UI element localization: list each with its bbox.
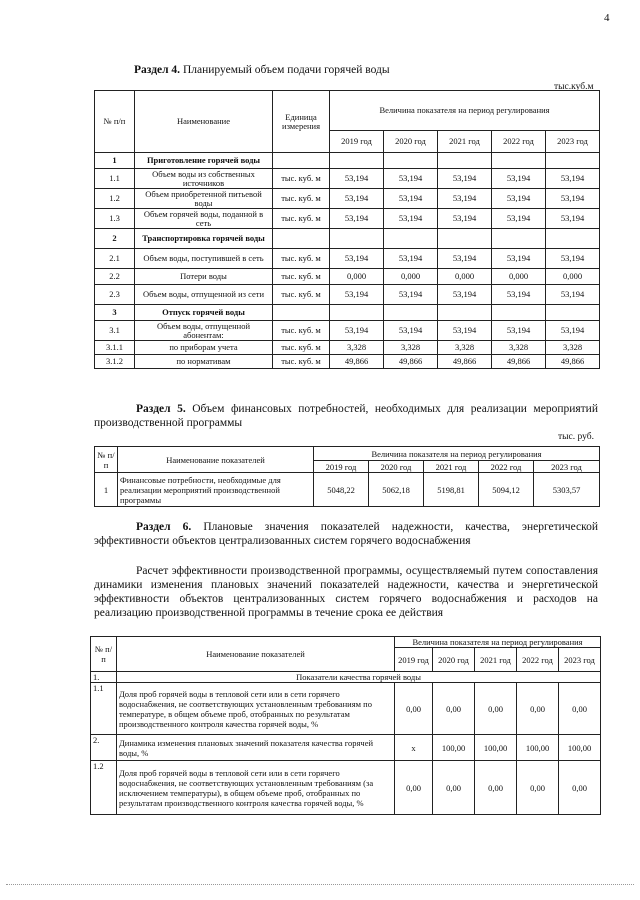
row-value: 0,000 xyxy=(438,269,492,285)
row-value: 53,194 xyxy=(492,321,546,341)
row-value: 53,194 xyxy=(438,249,492,269)
row-num: 3.1 xyxy=(95,321,135,341)
year-header: 2023 год xyxy=(559,648,601,672)
row-value xyxy=(492,229,546,249)
s5-header-name: Наименование показателей xyxy=(118,447,314,473)
row-name: Потери воды xyxy=(135,269,273,285)
row-value: 53,194 xyxy=(492,249,546,269)
row-value: 0,000 xyxy=(546,269,600,285)
row-value: 53,194 xyxy=(384,285,438,305)
row-value: 0,00 xyxy=(433,761,475,815)
row-value: 53,194 xyxy=(546,249,600,269)
year-header: 2022 год xyxy=(517,648,559,672)
row-num: 1.2 xyxy=(91,761,117,815)
row-name: Объем воды из собственных источников xyxy=(135,169,273,189)
row-value: 0,00 xyxy=(433,683,475,735)
row-name: Объем воды, отпущенной из сети xyxy=(135,285,273,305)
row-name: Объем воды, поступившей в сеть xyxy=(135,249,273,269)
row-value: 0,00 xyxy=(559,683,601,735)
row-num: 2.1 xyxy=(95,249,135,269)
row-num: 1 xyxy=(95,473,118,507)
row-value xyxy=(438,153,492,169)
section5-table xyxy=(94,446,600,507)
year-header: 2021 год xyxy=(475,648,517,672)
row-num: 1.2 xyxy=(95,189,135,209)
row-num: 1.3 xyxy=(95,209,135,229)
section5-unit: тыс. руб. xyxy=(558,432,594,442)
s6-group-num: 1. xyxy=(91,672,117,683)
row-unit: тыс. куб. м xyxy=(273,341,330,355)
row-value: 53,194 xyxy=(438,285,492,305)
row-num: 2.2 xyxy=(95,269,135,285)
row-value: x xyxy=(395,735,433,761)
row-value: 0,00 xyxy=(395,683,433,735)
row-name: Приготовление горячей воды xyxy=(135,153,273,169)
row-value: 0,00 xyxy=(559,761,601,815)
row-value: 53,194 xyxy=(438,189,492,209)
row-value: 100,00 xyxy=(517,735,559,761)
section6-title-bold: Раздел 6. xyxy=(136,521,192,533)
row-value: 0,00 xyxy=(517,761,559,815)
table-row xyxy=(95,249,600,269)
table-row xyxy=(95,209,600,229)
row-value xyxy=(384,153,438,169)
s6-group-label: Показатели качества горячей воды xyxy=(117,672,601,683)
row-value: 3,328 xyxy=(330,341,384,355)
row-value: 100,00 xyxy=(433,735,475,761)
table-row xyxy=(91,761,601,815)
row-value: 0,000 xyxy=(492,269,546,285)
section4-table xyxy=(94,90,600,369)
row-name: по приборам учета xyxy=(135,341,273,355)
row-value: 53,194 xyxy=(384,249,438,269)
row-value xyxy=(492,305,546,321)
year-header: 2019 год xyxy=(395,648,433,672)
row-unit: тыс. куб. м xyxy=(273,321,330,341)
row-name: Объем горячей воды, поданной в сеть xyxy=(135,209,273,229)
section6-table xyxy=(90,636,601,815)
row-name: Транспортировка горячей воды xyxy=(135,229,273,249)
row-value xyxy=(546,153,600,169)
table-row xyxy=(91,735,601,761)
row-unit: тыс. куб. м xyxy=(273,169,330,189)
row-unit: тыс. куб. м xyxy=(273,355,330,369)
row-num: 3 xyxy=(95,305,135,321)
row-value: 53,194 xyxy=(330,189,384,209)
row-value: 5062,18 xyxy=(369,473,424,507)
row-value: 3,328 xyxy=(546,341,600,355)
row-value: 49,866 xyxy=(438,355,492,369)
section4-title-bold: Раздел 4. xyxy=(134,64,181,76)
header-num: № п/п xyxy=(95,91,135,153)
row-value: 53,194 xyxy=(330,249,384,269)
row-unit xyxy=(273,153,330,169)
table-row xyxy=(91,683,601,735)
row-unit: тыс. куб. м xyxy=(273,269,330,285)
section6-title-rest: Плановые значения показателей надежности, качества, энергетической эффективности объектов централизованных систем горячего водоснабжения xyxy=(94,521,598,547)
year-header: 2020 год xyxy=(384,131,438,153)
row-value: 49,866 xyxy=(330,355,384,369)
row-value: 53,194 xyxy=(384,209,438,229)
header-period: Величина показателя на период регулирования xyxy=(330,91,600,131)
row-value: 53,194 xyxy=(384,321,438,341)
row-value xyxy=(438,229,492,249)
row-value: 0,000 xyxy=(384,269,438,285)
section6-paragraph: Расчет эффективности производственной программы, осуществляемый путем сопоставления динамики изменения плановых значений показателей надежности, качества и энергетической эффективности объектов централизованных систем горячего водоснабжения и расходов на реализацию производственной программы в течение срока ее действия xyxy=(94,565,598,619)
row-value: 53,194 xyxy=(438,169,492,189)
s5-header-period: Величина показателя на период регулирования xyxy=(314,447,600,461)
row-value: 100,00 xyxy=(475,735,517,761)
row-unit: тыс. куб. м xyxy=(273,209,330,229)
row-num: 3.1.2 xyxy=(95,355,135,369)
row-unit: тыс. куб. м xyxy=(273,285,330,305)
row-value: 5303,57 xyxy=(534,473,600,507)
row-value: 53,194 xyxy=(546,321,600,341)
row-name: Объем воды, отпущенной абонентам: xyxy=(135,321,273,341)
table-row xyxy=(95,285,600,305)
year-header: 2019 год xyxy=(330,131,384,153)
row-num: 1 xyxy=(95,153,135,169)
table-row xyxy=(95,169,600,189)
year-header: 2022 год xyxy=(479,461,534,473)
page-number: 4 xyxy=(604,12,610,24)
row-num: 1.1 xyxy=(95,169,135,189)
header-unit: Единица измерения xyxy=(273,91,330,153)
row-value: 5094,12 xyxy=(479,473,534,507)
row-value xyxy=(330,153,384,169)
row-num: 2 xyxy=(95,229,135,249)
bottom-rule xyxy=(6,884,634,885)
table-row xyxy=(95,269,600,285)
header-name: Наименование xyxy=(135,91,273,153)
section5-title xyxy=(94,402,598,430)
row-value: 0,00 xyxy=(517,683,559,735)
row-value: 0,00 xyxy=(475,761,517,815)
row-value: 100,00 xyxy=(559,735,601,761)
row-name: Доля проб горячей воды в тепловой сети или в сети горячего водоснабжения, не соответствующих установленным требованиям по температуре, в общем объеме проб, отобранных по результатам производственного контроля качества горячей воды, % xyxy=(117,683,395,735)
row-value xyxy=(546,305,600,321)
row-value: 53,194 xyxy=(492,209,546,229)
row-value: 3,328 xyxy=(438,341,492,355)
row-value: 5198,81 xyxy=(424,473,479,507)
row-name: Отпуск горячей воды xyxy=(135,305,273,321)
row-value: 53,194 xyxy=(330,321,384,341)
year-header: 2023 год xyxy=(534,461,600,473)
s6-header-name: Наименование показателей xyxy=(117,637,395,672)
row-value: 53,194 xyxy=(330,209,384,229)
row-value: 53,194 xyxy=(438,209,492,229)
year-header: 2021 год xyxy=(424,461,479,473)
row-num: 2.3 xyxy=(95,285,135,305)
year-header: 2021 год xyxy=(438,131,492,153)
row-name: по нормативам xyxy=(135,355,273,369)
s6-header-num: № п/п xyxy=(91,637,117,672)
row-name: Доля проб горячей воды в тепловой сети или в сети горячего водоснабжения, не соответствующих установленным требованиям (за исключением температуры), в общем объеме проб, отобранных по результатам производственного контроля качества горячей воды, % xyxy=(117,761,395,815)
row-value: 5048,22 xyxy=(314,473,369,507)
row-value: 49,866 xyxy=(384,355,438,369)
row-unit: тыс. куб. м xyxy=(273,249,330,269)
row-value xyxy=(384,305,438,321)
table-row xyxy=(95,321,600,341)
row-value xyxy=(438,305,492,321)
row-value: 49,866 xyxy=(492,355,546,369)
table-row xyxy=(95,229,600,249)
row-value xyxy=(384,229,438,249)
table-row xyxy=(95,355,600,369)
year-header: 2019 год xyxy=(314,461,369,473)
row-value xyxy=(330,229,384,249)
row-name: Финансовые потребности, необходимые для реализации мероприятий производственной программы xyxy=(118,473,314,507)
row-num: 1.1 xyxy=(91,683,117,735)
row-unit xyxy=(273,305,330,321)
row-value: 49,866 xyxy=(546,355,600,369)
section4-title-rest: Планируемый объем подачи горячей воды xyxy=(180,64,390,76)
row-value: 53,194 xyxy=(330,169,384,189)
row-value: 53,194 xyxy=(492,285,546,305)
row-num: 2. xyxy=(91,735,117,761)
row-value: 0,000 xyxy=(330,269,384,285)
year-header: 2020 год xyxy=(369,461,424,473)
section6-title xyxy=(94,520,598,548)
row-num: 3.1.1 xyxy=(95,341,135,355)
section4-title xyxy=(134,64,390,76)
row-value: 53,194 xyxy=(546,169,600,189)
row-value: 53,194 xyxy=(546,209,600,229)
table-row xyxy=(95,189,600,209)
row-value: 53,194 xyxy=(492,189,546,209)
section5-title-rest: Объем финансовых потребностей, необходимых для реализации мероприятий производственной программы xyxy=(94,403,598,429)
row-value: 3,328 xyxy=(492,341,546,355)
s5-header-num: № п/п xyxy=(95,447,118,473)
row-name: Динамика изменения плановых значений показателя качества горячей воды, % xyxy=(117,735,395,761)
row-value: 53,194 xyxy=(438,321,492,341)
row-unit xyxy=(273,229,330,249)
row-unit: тыс. куб. м xyxy=(273,189,330,209)
row-value: 53,194 xyxy=(492,169,546,189)
table-row xyxy=(95,473,600,507)
row-value: 0,00 xyxy=(475,683,517,735)
year-header: 2020 год xyxy=(433,648,475,672)
row-value: 53,194 xyxy=(384,169,438,189)
s6-header-period: Величина показателя на период регулирования xyxy=(395,637,601,648)
year-header: 2023 год xyxy=(546,131,600,153)
row-value xyxy=(546,229,600,249)
table-row xyxy=(95,305,600,321)
row-value: 0,00 xyxy=(395,761,433,815)
row-value xyxy=(492,153,546,169)
year-header: 2022 год xyxy=(492,131,546,153)
row-value: 3,328 xyxy=(384,341,438,355)
section5-title-bold: Раздел 5. xyxy=(136,403,186,415)
row-value xyxy=(330,305,384,321)
row-value: 53,194 xyxy=(546,285,600,305)
section4-unit: тыс.куб.м xyxy=(554,82,594,92)
row-value: 53,194 xyxy=(546,189,600,209)
table-row xyxy=(95,153,600,169)
row-name: Объем приобретенной питьевой воды xyxy=(135,189,273,209)
row-value: 53,194 xyxy=(384,189,438,209)
row-value: 53,194 xyxy=(330,285,384,305)
table-row xyxy=(95,341,600,355)
